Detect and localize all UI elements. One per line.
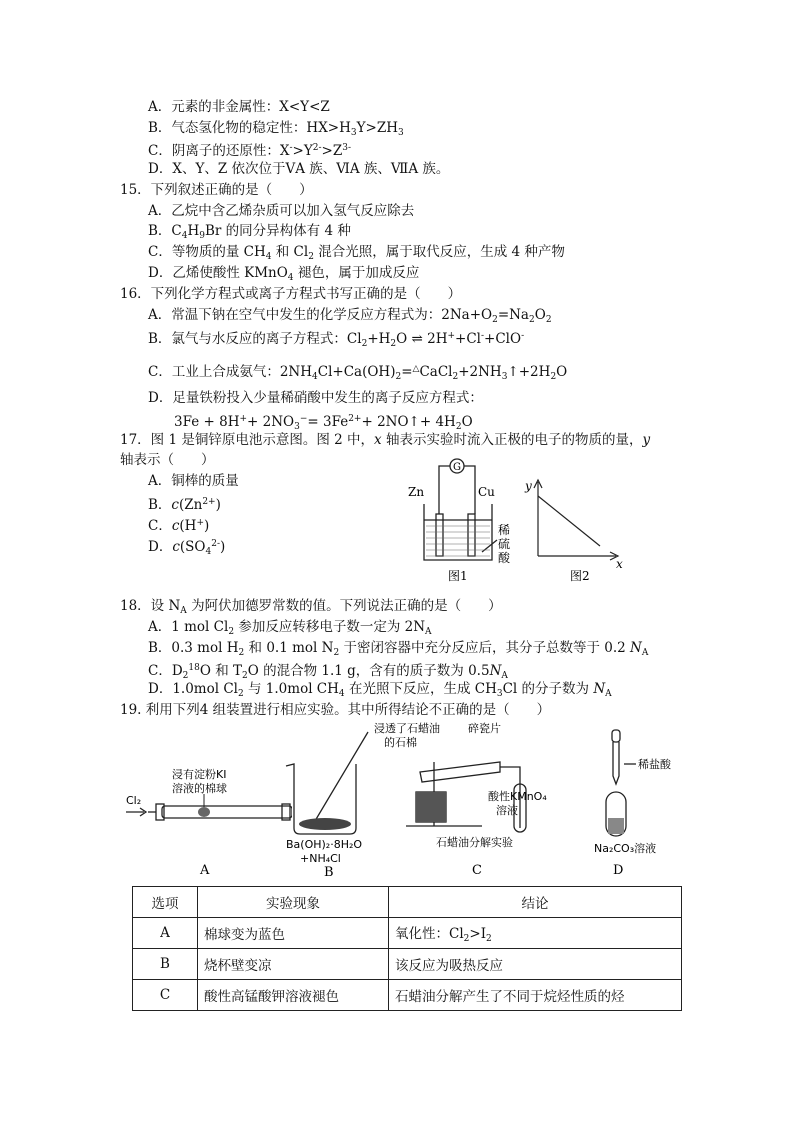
cell-conclusion: 氧化性：$Cl_2>I_2$: [389, 918, 682, 949]
apparatus-a: [122, 760, 292, 880]
cell-phenomenon: 棉球变为蓝色: [198, 918, 389, 949]
apparatus-d-tag: D: [613, 863, 624, 878]
apparatus-a-tag: A: [200, 863, 210, 878]
q17-option-a: A．铜棒的质量: [148, 473, 239, 489]
cell-option: C: [133, 980, 198, 1011]
apparatus-c: [370, 722, 550, 878]
q14-option-d: D．X、Y、Z 依次位于ⅤA 族、ⅥA 族、ⅦA 族。: [148, 161, 450, 177]
header-option: 选项: [133, 887, 198, 918]
q19-stem: 19. 利用下列4 组装置进行相应实验。其中所得结论不正确的是（ ）: [120, 702, 551, 718]
acid-label-2: 硫: [498, 537, 511, 551]
figure-1-caption: 图1: [448, 569, 468, 583]
q17-stem-cont: 轴表示（ ）: [120, 452, 215, 468]
cell-conclusion: 石蜡油分解产生了不同于烷烃性质的烃: [389, 980, 682, 1011]
q15-option-b: B．$C_4H_9Br$ 的同分异构体有 4 种: [148, 223, 351, 241]
cell-phenomenon: 酸性高锰酸钾溶液褪色: [198, 980, 389, 1011]
table-row: [133, 949, 682, 980]
q16-option-d-equation: $3Fe + 8H^++ 2NO_3^-= 3Fe^{2+}+$ 2NO↑+ $4H_2O$: [174, 414, 473, 432]
q14-option-c: C．阴离子的还原性：$X^->Y^{2-}>Z^{3-}$: [148, 143, 352, 159]
apparatus-b: [270, 728, 380, 878]
galvanometer-label: G: [453, 462, 461, 473]
apparatus-b-tag: B: [324, 865, 334, 878]
apparatus-c-label-4: 酸性KMnO₄: [488, 790, 547, 803]
q16-option-c: C．工业上合成氨气：$2NH_4Cl+Ca(OH)_2=^\triangle CaCl_2+2NH_3↑+2H_2O$: [148, 364, 568, 382]
q17-option-c: C．c(H+): [148, 518, 210, 534]
q17-stem: 17．图 1 是铜锌原电池示意图。图 2 中，x 轴表示实验时流入正极的电子的物质的量，y: [120, 432, 651, 448]
q15-option-c: C．等物质的量 $CH_4$ 和 $Cl_2$ 混合光照，属于取代反应，生成 4 种产物: [148, 244, 565, 262]
na2co3-label: Na₂CO₃溶液: [594, 842, 657, 855]
apparatus-b-label-1: Ba(OH)₂·8H₂O: [286, 838, 363, 851]
zn-label: Zn: [408, 485, 425, 499]
cell-option: A: [133, 918, 198, 949]
apparatus-c-label-5: 溶液: [496, 804, 518, 817]
q14-option-a: A．元素的非金属性：X<Y<Z: [148, 99, 330, 115]
q16-option-a: A．常温下钠在空气中发生的化学反应方程式为：$2Na+O_2=Na_2O_2$: [148, 307, 552, 325]
table-row: [133, 918, 682, 949]
cl2-gas-label: Cl₂: [126, 794, 142, 807]
q18-option-b: B．0.3 mol $H_2$ 和 0.1 mol $N_2$ 于密闭容器中充分反应后，其分子总数等于 0.2 $N_A$: [148, 640, 649, 658]
apparatus-c-label-3: 碎瓷片: [468, 722, 501, 735]
apparatus-c-label-2: 的石棉: [384, 736, 417, 749]
q15-option-a: A．乙烷中含乙烯杂质可以加入氢气反应除去: [148, 203, 415, 219]
figure-2-graph: [520, 474, 630, 586]
cell-option: B: [133, 949, 198, 980]
x-axis-label: x: [616, 557, 623, 571]
cell-phenomenon: 烧杯壁变凉: [198, 949, 389, 980]
q14-option-b: B．气态氢化物的稳定性：$HX>H_3Y>ZH_3$: [148, 120, 404, 138]
q15-stem: 15．下列叙述正确的是（ ）: [120, 182, 313, 198]
q15-option-d: D．乙烯使酸性 KMnO$_4$ 褪色，属于加成反应: [148, 265, 420, 283]
q17-option-b: B．$c(Zn^{2+})$: [148, 497, 221, 513]
table-header-row: [133, 887, 682, 918]
apparatus-c-tag: C: [472, 863, 482, 878]
q18-option-a: A．1 mol $Cl_2$ 参加反应转移电子数一定为 $2N_A$: [148, 619, 432, 637]
figure-2-caption: 图2: [570, 569, 590, 583]
header-conclusion: 结论: [389, 887, 682, 918]
header-phenomenon: 实验现象: [198, 887, 389, 918]
y-axis-label: y: [525, 479, 532, 493]
apparatus-a-label-1: 浸有淀粉KI: [172, 768, 227, 781]
q17-option-d: D．$c(SO_4^{2-})$: [148, 539, 226, 557]
q18-option-d: D．1.0mol $Cl_2$ 与 1.0mol $CH_4$ 在光照下反应，生成 $CH_3Cl$ 的分子数为 $N_A$: [148, 681, 612, 699]
figure-1-galvanic-cell: [402, 452, 527, 584]
q16-stem: 16．下列化学方程式或离子方程式书写正确的是（ ）: [120, 286, 462, 302]
cell-conclusion: 该反应为吸热反应: [389, 949, 682, 980]
apparatus-a-label-2: 溶液的棉球: [172, 782, 227, 795]
q16-option-b: B．氯气与水反应的离子方程式：$Cl_2+H_2O$ ⇌ 2H++Cl-+ClO-: [148, 331, 525, 349]
table-row: [133, 980, 682, 1011]
apparatus-b-label-2: +NH₄Cl: [300, 852, 341, 865]
acid-label-3: 酸: [498, 551, 511, 565]
apparatus-c-label-6: 石蜡油分解实验: [436, 836, 513, 849]
dilute-hcl-label: 稀盐酸: [638, 758, 671, 771]
apparatus-c-label-1: 浸透了石蜡油: [374, 722, 440, 735]
results-table: [132, 886, 682, 1011]
cu-label: Cu: [478, 485, 495, 499]
apparatus-d: [588, 726, 688, 878]
acid-label-1: 稀: [498, 523, 511, 537]
q18-stem: 18．设 $N_A$ 为阿伏加德罗常数的值。下列说法正确的是（ ）: [120, 598, 502, 616]
q18-option-c: C．$D_2^{18}O$ 和 $T_2O$ 的混合物 1.1 g，含有的质子数为 $0.5N_A$: [148, 663, 508, 681]
q16-option-d: D．足量铁粉投入少量稀硝酸中发生的离子反应方程式：: [148, 390, 483, 406]
